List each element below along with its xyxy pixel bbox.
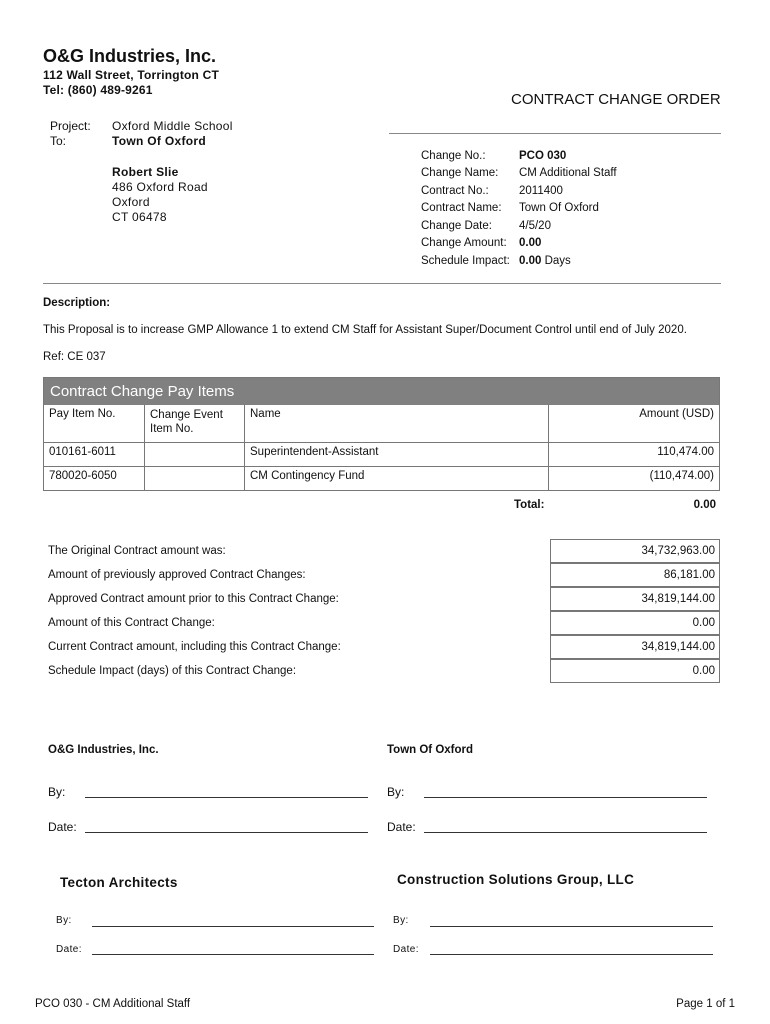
reference-text: Ref: CE 037	[43, 351, 106, 363]
summary-value: 0.00	[550, 659, 720, 683]
company-phone: Tel: (860) 489-9261	[43, 83, 153, 97]
contract-name-value: Town Of Oxford	[519, 202, 599, 214]
summary-label: Amount of previously approved Contract Changes:	[48, 569, 306, 581]
change-event-cell	[145, 442, 245, 466]
date-line[interactable]	[92, 954, 374, 955]
date-label: Date:	[393, 944, 419, 955]
date-line[interactable]	[424, 832, 707, 833]
date-label: Date:	[56, 944, 82, 955]
pay-item-no-cell: 010161-6011	[44, 442, 145, 466]
project-label: Project:	[50, 119, 91, 133]
date-line[interactable]	[85, 832, 368, 833]
date-line[interactable]	[430, 954, 713, 955]
change-event-cell	[145, 466, 245, 490]
summary-value: 0.00	[550, 611, 720, 635]
signatory-company: Town Of Oxford	[387, 744, 474, 756]
summary-label: Current Contract amount, including this Contract Change:	[48, 641, 341, 653]
schedule-impact-number: 0.00	[519, 255, 542, 267]
column-header: Amount (USD)	[549, 405, 720, 442]
table-row	[44, 442, 719, 466]
by-label: By:	[56, 915, 72, 926]
address-line: 486 Oxford Road	[112, 180, 208, 194]
summary-value: 34,819,144.00	[550, 587, 720, 611]
contract-name-label: Contract Name:	[421, 202, 502, 214]
summary-value: 34,819,144.00	[550, 635, 720, 659]
contact-name: Robert Slie	[112, 165, 179, 179]
pay-items-table	[44, 405, 719, 490]
section-divider	[43, 283, 721, 284]
change-date-value: 4/5/20	[519, 220, 551, 232]
change-amount-label: Change Amount:	[421, 237, 507, 249]
summary-label: Schedule Impact (days) of this Contract Change:	[48, 665, 297, 677]
summary-label: Amount of this Contract Change:	[48, 617, 215, 629]
column-header: Pay Item No.	[44, 405, 145, 442]
by-label: By:	[48, 785, 66, 799]
amount-cell: (110,474.00)	[549, 466, 720, 490]
schedule-impact-value	[519, 255, 571, 267]
date-label: Date:	[387, 820, 416, 834]
address-line: Oxford	[112, 195, 150, 209]
pay-item-no-cell: 780020-6050	[44, 466, 145, 490]
summary-label: The Original Contract amount was:	[48, 545, 226, 557]
signature-line[interactable]	[92, 926, 374, 927]
change-no-value: PCO 030	[519, 150, 567, 162]
signatory-company: Construction Solutions Group, LLC	[397, 872, 635, 887]
summary-label: Approved Contract amount prior to this Contract Change:	[48, 593, 339, 605]
name-cell: CM Contingency Fund	[245, 466, 549, 490]
document-title: CONTRACT CHANGE ORDER	[511, 91, 721, 108]
change-name-value: CM Additional Staff	[519, 167, 617, 179]
address-line: CT 06478	[112, 210, 167, 224]
summary-value: 34,732,963.00	[550, 539, 720, 563]
schedule-impact-unit: Days	[544, 255, 571, 267]
amount-cell: 110,474.00	[549, 442, 720, 466]
table-header-row	[44, 405, 719, 442]
by-label: By:	[387, 785, 405, 799]
by-label: By:	[393, 915, 409, 926]
description-label: Description:	[43, 297, 111, 309]
schedule-impact-label: Schedule Impact:	[421, 255, 510, 267]
signature-line[interactable]	[424, 797, 707, 798]
company-name: O&G Industries, Inc.	[43, 46, 217, 66]
description-text: This Proposal is to increase GMP Allowance 1 to extend CM Staff for Assistant Super/Document Control until end of July 2020.	[43, 324, 687, 336]
table-row	[44, 466, 719, 490]
pay-items-section	[43, 377, 720, 491]
signature-line[interactable]	[430, 926, 713, 927]
signatory-company: Tecton Architects	[60, 875, 178, 890]
date-label: Date:	[48, 820, 77, 834]
change-name-label: Change Name:	[421, 167, 499, 179]
title-divider	[389, 133, 721, 134]
change-amount-value: 0.00	[519, 237, 542, 249]
signature-line[interactable]	[85, 797, 368, 798]
contract-no-value: 2011400	[519, 185, 563, 197]
change-no-label: Change No.:	[421, 150, 486, 162]
total-value: 0.00	[693, 499, 716, 511]
to-value: Town Of Oxford	[112, 134, 206, 148]
contract-no-label: Contract No.:	[421, 185, 489, 197]
signatory-company: O&G Industries, Inc.	[48, 744, 159, 756]
total-label: Total:	[514, 499, 545, 511]
change-date-label: Change Date:	[421, 220, 492, 232]
project-value: Oxford Middle School	[112, 119, 233, 133]
to-label: To:	[50, 134, 67, 148]
company-address: 112 Wall Street, Torrington CT	[43, 68, 220, 82]
footer-page-number: Page 1 of 1	[676, 998, 735, 1010]
pay-items-title: Contract Change Pay Items	[44, 378, 719, 405]
column-header: Name	[245, 405, 549, 442]
summary-value: 86,181.00	[550, 563, 720, 587]
name-cell: Superintendent-Assistant	[245, 442, 549, 466]
footer-document-name: PCO 030 - CM Additional Staff	[35, 998, 191, 1010]
column-header: Change Event Item No.	[145, 405, 245, 442]
